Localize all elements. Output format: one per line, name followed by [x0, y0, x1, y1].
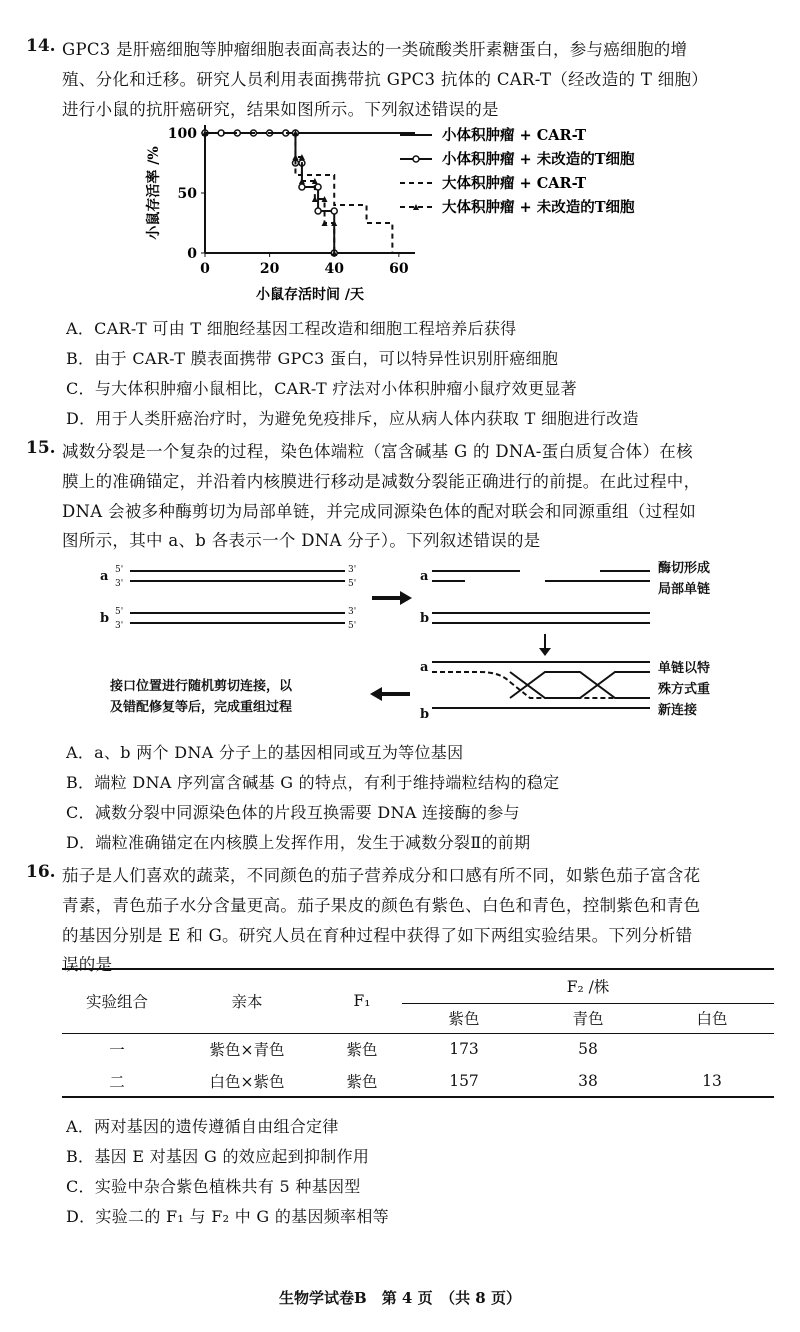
table-cell: 一 — [109, 1041, 125, 1060]
series-line-4 — [205, 133, 334, 253]
table-cell: 紫色 — [346, 1041, 378, 1060]
table-cell: 58 — [578, 1040, 598, 1059]
header-f1: F₁ — [322, 969, 402, 1033]
step2-label-line2: 殊方式重 — [658, 682, 711, 697]
end-label-3prime: 3' — [115, 579, 124, 589]
data-point — [292, 154, 298, 160]
series-line-2 — [205, 133, 334, 253]
q16-option-b: B．基因 E 对基因 G 的效应起到抑制作用 — [66, 1147, 370, 1166]
end-label-3prime: 3' — [115, 621, 124, 631]
table-cell: 白色×紫色 — [209, 1072, 285, 1091]
step1-label-line2: 局部单链 — [658, 582, 711, 597]
survival-chart — [140, 118, 700, 308]
q16-stem-line: 茄子是人们喜欢的蔬菜，不同颜色的茄子营养成分和口感有所不同，如紫色茄子富含花 — [62, 866, 701, 885]
data-point — [312, 196, 318, 202]
crossover-strand — [510, 672, 650, 698]
q15-option-b: B．端粒 DNA 序列富含碱基 G 的特点，有利于维持端粒结构的稳定 — [66, 773, 560, 792]
step3-label-line1: 接口位置进行随机剪切连接，以 — [110, 679, 293, 694]
q16-stem-line: 的基因分别是 E 和 G。研究人员在育种过程中获得了如下两组实验结果。下列分析错 — [62, 926, 693, 945]
end-label-3prime-right: 3' — [348, 607, 357, 617]
x-axis-label: 小鼠存活时间 /天 — [256, 287, 364, 303]
step3-label-line2: 及错配修复等后，完成重组过程 — [110, 700, 293, 715]
dna-label-b: b — [420, 611, 430, 626]
q16-option-d: D．实验二的 F₁ 与 F₂ 中 G 的基因频率相等 — [66, 1207, 389, 1226]
dna-label-a: a — [100, 569, 109, 584]
q15-stem-line: 膜上的准确锚定，并沿着内核膜进行移动是减数分裂能正确进行的前提。在此过程中， — [62, 472, 701, 491]
series-line-3 — [205, 133, 392, 253]
q14-option-c: C．与大体积肿瘤小鼠相比，CAR-T 疗法对小体积肿瘤小鼠疗效更显著 — [66, 379, 577, 398]
end-label-3prime-right: 3' — [348, 565, 357, 575]
table-row — [62, 1033, 774, 1065]
q15-stem-line: 减数分裂是一个复杂的过程，染色体端粒（富含碱基 G 的 DNA-蛋白质复合体）在核 — [62, 442, 693, 461]
step1-label-line1: 酶切形成 — [658, 561, 711, 576]
q14-option-b: B．由于 CAR-T 膜表面携带 GPC3 蛋白，可以特异性识别肝癌细胞 — [66, 349, 559, 368]
table-row — [62, 1065, 774, 1097]
dna-label-b: b — [420, 707, 430, 722]
end-label-5prime: 5' — [115, 565, 124, 575]
experiment-table — [62, 968, 774, 1098]
crossover-strand — [510, 672, 650, 698]
table-cell — [650, 1033, 774, 1065]
arrow-down-icon — [539, 634, 551, 656]
dna-label-a: a — [420, 569, 429, 584]
q15-stem-line: DNA 会被多种酶剪切为局部单链，并完成同源染色体的配对联会和同源重组（过程如 — [62, 502, 697, 521]
y-axis-label: 小鼠存活率 /% — [146, 146, 162, 240]
header-parents: 亲本 — [172, 969, 322, 1033]
step2-label-line3: 新连接 — [658, 703, 698, 718]
q15-option-d: D．端粒准确锚定在内核膜上发挥作用，发生于减数分裂Ⅱ的前期 — [66, 833, 531, 852]
q15-stem-line: 图所示，其中 a、b 各表示一个 DNA 分子）。下列叙述错误的是 — [62, 531, 541, 550]
table-cell: 157 — [449, 1071, 479, 1090]
crossover-dashed — [510, 682, 650, 698]
table-cell: 紫色 — [346, 1072, 378, 1091]
legend-marker — [413, 156, 419, 162]
q15-option-c: C．减数分裂中同源染色体的片段互换需要 DNA 连接酶的参与 — [66, 803, 520, 822]
step2-label-line1: 单链以特 — [658, 661, 711, 676]
legend-entry: 小体积肿瘤 + 未改造的T细胞 — [442, 151, 635, 168]
legend-entry: 小体积肿瘤 + CAR-T — [442, 127, 586, 144]
crossover-dashed — [432, 672, 510, 682]
data-point — [331, 208, 337, 214]
subheader-green: 青色 — [526, 1003, 650, 1033]
subheader-white: 白色 — [650, 1003, 774, 1033]
data-point — [315, 184, 321, 190]
legend-entry: 大体积肿瘤 + 未改造的T细胞 — [442, 199, 635, 216]
arrow-left-icon — [370, 687, 410, 701]
dna-label-b: b — [100, 611, 110, 626]
y-tick-label: 100 — [167, 126, 197, 142]
y-tick-label: 50 — [177, 186, 197, 202]
header-group: 实验组合 — [62, 969, 172, 1033]
arrow-right-icon — [372, 591, 412, 605]
end-label-5prime-right: 5' — [348, 621, 357, 631]
x-tick-label: 20 — [259, 261, 280, 277]
table-cell: 173 — [449, 1040, 479, 1059]
x-tick-label: 60 — [389, 261, 409, 277]
data-point — [315, 208, 321, 214]
table-cell: 二 — [109, 1072, 125, 1091]
table-cell: 13 — [702, 1071, 722, 1090]
data-point — [299, 184, 305, 190]
page-footer: 生物学试卷B 第 4 页 （共 8 页） — [279, 1289, 521, 1307]
x-tick-label: 0 — [200, 261, 210, 277]
q16-option-c: C．实验中杂合紫色植株共有 5 种基因型 — [66, 1177, 361, 1196]
question-16-number: 16. — [26, 862, 56, 882]
q14-option-a: A．CAR-T 可由 T 细胞经基因工程改造和细胞工程培养后获得 — [66, 319, 517, 338]
dna-label-a: a — [420, 660, 429, 675]
q14-stem-line: GPC3 是肝癌细胞等肿瘤细胞表面高表达的一类硫酸类肝素糖蛋白，参与癌细胞的增 — [62, 40, 688, 59]
dna-recombination-diagram — [90, 556, 790, 736]
q16-stem-line: 青素，青色茄子水分含量更高。茄子果皮的颜色有紫色、白色和青色，控制紫色和青色 — [62, 896, 701, 915]
q16-option-a: A．两对基因的遗传遵循自由组合定律 — [66, 1117, 339, 1136]
y-tick-label: 0 — [187, 246, 197, 262]
legend-entry: 大体积肿瘤 + CAR-T — [442, 175, 586, 192]
q15-option-a: A．a、b 两个 DNA 分子上的基因相同或互为等位基因 — [66, 743, 464, 762]
end-label-5prime-right: 5' — [348, 579, 357, 589]
q14-stem-line: 进行小鼠的抗肝癌研究，结果如图所示。下列叙述错误的是 — [62, 100, 499, 119]
q14-option-d: D．用于人类肝癌治疗时，为避免免疫排斥，应从病人体内获取 T 细胞进行改造 — [66, 409, 639, 428]
end-label-5prime: 5' — [115, 607, 124, 617]
table-cell: 38 — [578, 1071, 598, 1090]
table-cell: 紫色×青色 — [209, 1041, 285, 1060]
subheader-purple: 紫色 — [402, 1003, 526, 1033]
q14-stem-line: 殖、分化和迁移。研究人员利用表面携带抗 GPC3 抗体的 CAR-T（经改造的 T 细胞） — [62, 70, 709, 89]
question-15-number: 15. — [26, 438, 56, 458]
question-14-number: 14. — [26, 36, 56, 56]
header-f2: F₂ /株 — [402, 969, 774, 1003]
q16-stem-line: 误的是 — [62, 955, 113, 974]
x-tick-label: 40 — [324, 261, 344, 277]
